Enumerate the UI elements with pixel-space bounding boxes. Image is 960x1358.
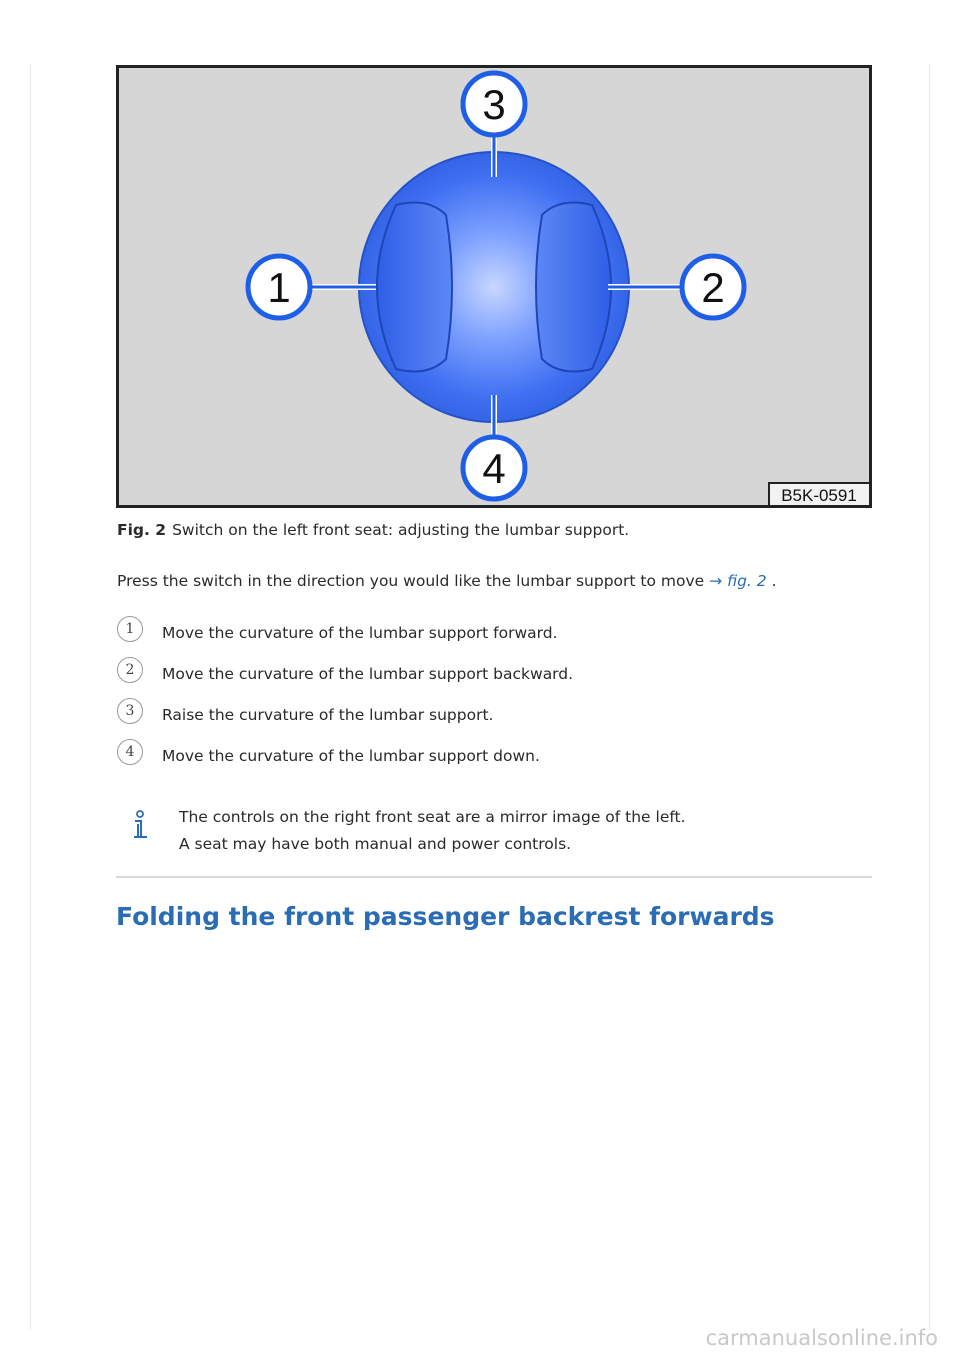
figure-lumbar-switch [116,65,872,508]
step-number-badge: 4 [117,739,143,765]
arrow-right-icon: → [709,572,723,590]
svg-text:4: 4 [482,445,506,492]
page-border-left [30,64,31,1330]
figure-link[interactable]: fig. 2 [727,572,767,590]
step-text: Move the curvature of the lumbar support forward. [162,624,558,642]
svg-text:3: 3 [482,81,506,128]
watermark: carmanualsonline.info [705,1326,938,1350]
step-item [117,698,857,739]
callout-2 [682,256,744,318]
figure-caption-text: Switch on the left front seat: adjusting the lumbar support. [172,521,630,539]
step-text: Raise the curvature of the lumbar support. [162,706,494,724]
figure-label: Fig. 2 [117,521,167,539]
note-text-line: A seat may have both manual and power controls. [179,835,572,853]
section-heading: Folding the front passenger backrest forwards [116,902,775,931]
switch-pad-right [536,203,611,372]
switch-pad-left [377,203,452,372]
svg-text:2: 2 [701,264,725,311]
intro-paragraph [117,572,777,590]
lumbar-switch-illustration [116,65,872,508]
page-border-right [929,64,930,1330]
callout-4 [463,437,525,499]
intro-text: Press the switch in the direction you would like the lumbar support to move [117,572,705,590]
figure-caption [117,521,629,539]
figure-code: B5K-0591 [781,486,857,505]
step-item [117,657,857,698]
section-divider [116,876,872,878]
step-list [117,616,857,780]
step-item [117,739,857,780]
step-number-badge: 1 [117,616,143,642]
step-number-badge: 3 [117,698,143,724]
info-icon [129,810,151,844]
callout-3 [463,73,525,135]
svg-text:1: 1 [267,264,291,311]
intro-end: . [771,572,777,590]
step-text: Move the curvature of the lumbar support down. [162,747,540,765]
step-item [117,616,857,657]
callout-1 [248,256,310,318]
step-text: Move the curvature of the lumbar support backward. [162,665,574,683]
step-number-badge: 2 [117,657,143,683]
note-text-line: The controls on the right front seat are a mirror image of the left. [179,808,686,826]
